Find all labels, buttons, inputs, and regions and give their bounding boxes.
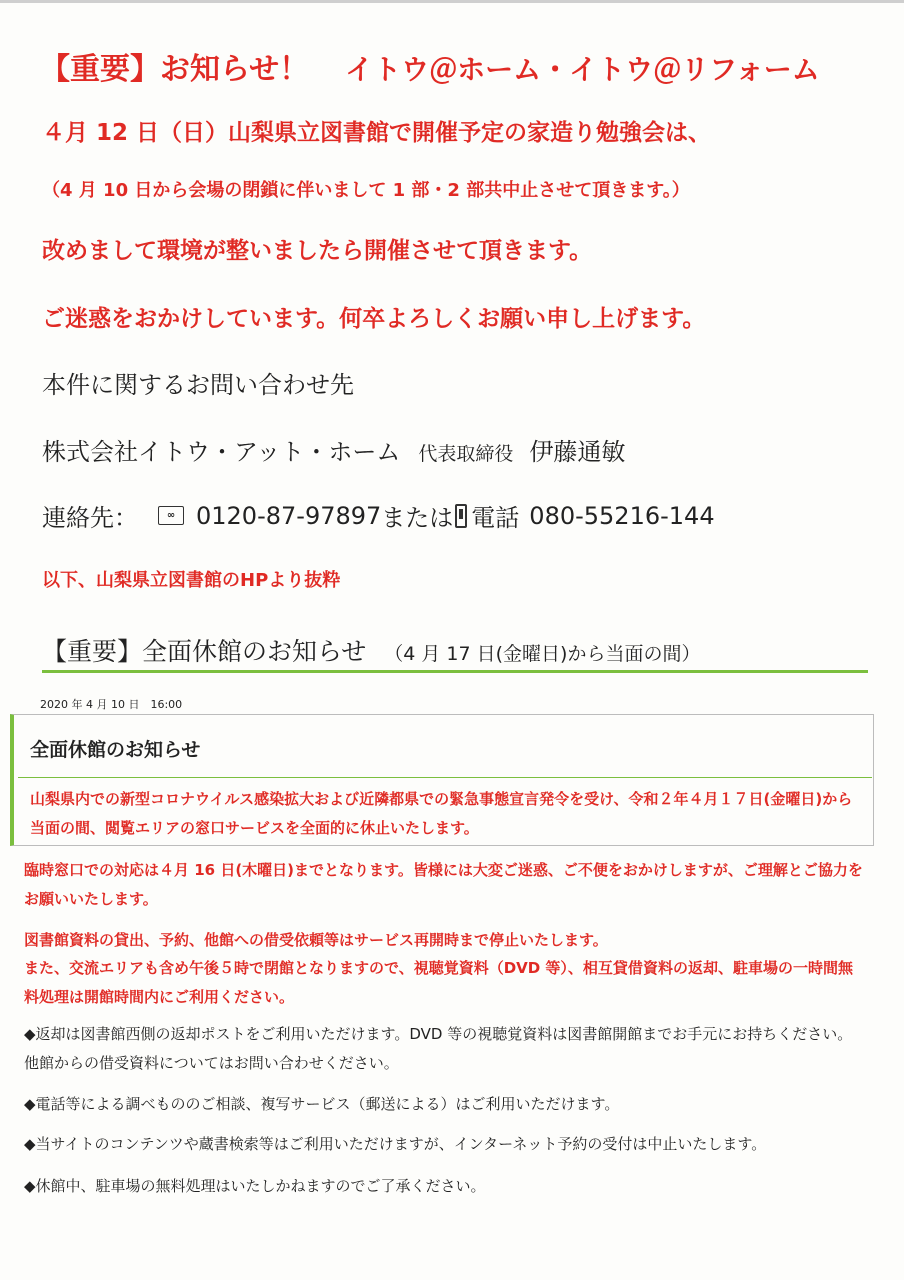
post-date: 2020 年 4 月 10 日 16:00 — [40, 698, 183, 711]
representative-title: 代表取締役 — [418, 443, 514, 465]
notice-title: 【重要】お知らせ！ — [40, 52, 310, 87]
notice-line-1: ４月 12 日（日）山梨県立図書館で開催予定の家造り勉強会は、 — [42, 120, 712, 146]
list-item: ◆休館中、駐車場の無料処理はいたしかねますのでご了承ください。 — [24, 1177, 486, 1195]
freedial-icon: ∞ — [158, 506, 184, 525]
top-border — [0, 0, 904, 3]
counter-service-paragraph: 臨時窓口での対応は４月 16 日(木曜日)までとなります。皆様には大変ご迷惑、ご不便をおかけしますが、ご理解とご協力をお願いいたします。 — [24, 861, 863, 908]
list-item: ◆返却は図書館西側の返却ポストをご利用いただけます。DVD 等の視聴覚資料は図書館開館までお手元にお持ちください。他館からの借受資料についてはお問い合わせください。 — [24, 1025, 853, 1072]
or-text: または — [381, 504, 454, 532]
notice-line-2: （4 月 10 日から会場の閉鎖に伴いまして 1 部・2 部共中止させて頂きます。） — [42, 180, 690, 201]
box-heading: 全面休館のお知らせ — [30, 739, 201, 761]
closure-notice-box — [10, 714, 874, 846]
notice-title-row — [40, 44, 820, 88]
notice-line-4: ご迷惑をおかけしています。何卒よろしくお願い申し上げます。 — [42, 306, 706, 332]
notice-line-3: 改めまして環境が整いましたら開催させて頂きます。 — [42, 238, 593, 264]
library-notice-title-row — [42, 632, 700, 668]
company-brand: イトウ＠ホーム・イトウ＠リフォーム — [345, 53, 820, 86]
contact-label: 連絡先： — [42, 504, 138, 532]
inquiry-label: 本件に関するお問い合わせ先 — [42, 371, 354, 399]
list-item: ◆電話等による調べもののご相談、複写サービス（郵送による）はご利用いただけます。 — [24, 1095, 620, 1113]
representative-name: 伊藤通敏 — [529, 438, 626, 466]
green-divider — [42, 670, 868, 673]
contact-row — [42, 498, 715, 533]
mobile-phone-icon — [455, 504, 467, 528]
phone-number[interactable]: 080-55216-144 — [529, 501, 715, 530]
list-item: ◆当サイトのコンテンツや蔵書検索等はご利用いただけますが、インターネット予約の受付は中止いたします。 — [24, 1135, 767, 1153]
phone-label: 電話 — [471, 504, 520, 532]
freedial-number[interactable]: 0120-87-97897 — [196, 501, 382, 530]
lending-suspension-paragraph: 図書館資料の貸出、予約、他館への借受依頼等はサービス再開時まで停止いたします。 — [24, 931, 608, 949]
company-row — [42, 432, 625, 467]
library-notice-title: 【重要】全面休館のお知らせ — [42, 637, 367, 666]
excerpt-note: 以下、山梨県立図書館のHPより抜粋 — [42, 570, 341, 591]
closing-time-paragraph: また、交流エリアも含め午後５時で閉館となりますので、視聴覚資料（DVD 等）、相互貸借資料の返却、駐車場の一時間無料処理は開館時間内にご利用ください。 — [24, 959, 853, 1006]
box-divider — [18, 777, 872, 778]
closure-period: （4 月 17 日(金曜日)から当面の間） — [384, 643, 701, 665]
company-name: 株式会社イトウ・アット・ホーム — [42, 438, 401, 466]
box-body: 山梨県内での新型コロナウイルス感染拡大および近隣都県での緊急事態宣言発令を受け、令和２年４月１７日(金曜日)から当面の間、閲覧エリアの窓口サービスを全面的に休止いたします。 — [30, 790, 853, 837]
